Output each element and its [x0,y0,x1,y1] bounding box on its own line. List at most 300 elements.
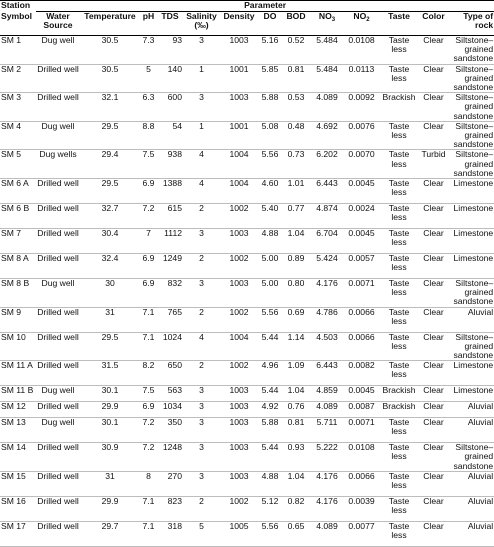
rock-type-cell: Siltstone–grained sandstone [448,93,494,122]
water-source-cell: Drilled well [36,332,80,361]
do-cell: 5.00 [258,279,282,308]
no3-cell: 5.424 [310,254,344,279]
rock-type-cell: Siltstone–grained sandstone [448,279,494,308]
tds-cell: 823 [157,496,183,521]
tds-cell: 1024 [157,332,183,361]
no2-cell: 0.0057 [344,254,379,279]
tds-cell: 350 [157,418,183,443]
do-cell: 4.92 [258,402,282,418]
density-cell: 1005 [220,521,258,546]
color-header: Color [419,12,448,36]
water-source-cell: Drilled well [36,443,80,472]
taste-cell: Taste less [379,150,419,179]
no2-cell: 0.0077 [344,521,379,546]
table-row [0,471,494,496]
tds-cell: 832 [157,279,183,308]
bod-cell: 0.69 [282,307,310,332]
water-source-cell: Drilled well [36,402,80,418]
table-row [0,402,494,418]
tds-cell: 650 [157,361,183,386]
taste-cell: Taste less [379,36,419,65]
station-symbol-cell: SM 10 [0,332,36,361]
taste-cell: Brackish [379,402,419,418]
rock-type-cell: Limestone [448,229,494,254]
station-symbol-cell: SM 16 [0,496,36,521]
water-source-cell: Dug well [36,121,80,150]
station-symbol-cell: SM 3 [0,93,36,122]
temperature-cell: 30.4 [80,229,140,254]
bod-header: BOD [282,12,310,36]
taste-cell: Taste less [379,279,419,308]
table-row [0,279,494,308]
temperature-cell: 30 [80,279,140,308]
no2-header-sub: 2 [366,17,370,23]
color-cell: Clear [419,36,448,65]
rock-type-cell: Siltstone–grained sandstone [448,332,494,361]
station-symbol-cell: SM 2 [0,64,36,93]
rock-type-cell: Aluvial [448,471,494,496]
station-symbol-cell: SM 8 A [0,254,36,279]
density-cell: 1004 [220,179,258,204]
bod-cell: 0.82 [282,496,310,521]
table-row [0,229,494,254]
station-symbol-cell: SM 12 [0,402,36,418]
tds-cell: 1112 [157,229,183,254]
station-symbol-cell: SM 1 [0,36,36,65]
do-header: DO [258,12,282,36]
tds-cell: 1034 [157,402,183,418]
ph-cell: 5 [140,64,157,93]
no3-cell: 5.484 [310,36,344,65]
no2-cell: 0.0082 [344,361,379,386]
bod-cell: 0.48 [282,121,310,150]
taste-header: Taste [379,12,419,36]
temperature-cell: 29.5 [80,121,140,150]
bod-cell: 1.01 [282,179,310,204]
do-cell: 4.88 [258,471,282,496]
no3-header-sub: 3 [331,17,336,23]
table-row [0,307,494,332]
taste-cell: Taste less [379,204,419,229]
salinity-cell: 3 [183,229,220,254]
table-row [0,332,494,361]
station-header: Station [0,1,36,12]
do-cell: 5.44 [258,386,282,402]
rock-type-cell: Aluvial [448,402,494,418]
station-symbol-cell: SM 14 [0,443,36,472]
station-symbol-cell: SM 13 [0,418,36,443]
rock-type-cell: Limestone [448,179,494,204]
salinity-cell: 1 [183,64,220,93]
rock-type-cell: Siltstone–grained sandstone [448,64,494,93]
taste-cell: Taste less [379,443,419,472]
water-source-cell: Dug wells [36,150,80,179]
salinity-cell: 4 [183,179,220,204]
bod-cell: 0.73 [282,150,310,179]
no2-cell: 0.0071 [344,279,379,308]
no3-cell: 5.711 [310,418,344,443]
temperature-cell: 30.9 [80,443,140,472]
water-source-cell: Drilled well [36,307,80,332]
do-cell: 5.88 [258,418,282,443]
tds-cell: 600 [157,93,183,122]
bod-cell: 0.65 [282,521,310,546]
tds-cell: 1388 [157,179,183,204]
bod-cell: 1.04 [282,386,310,402]
water-source-cell: Drilled well [36,521,80,546]
table-row [0,386,494,402]
density-cell: 1004 [220,332,258,361]
no2-header [344,12,379,36]
ph-cell: 7.3 [140,36,157,65]
taste-cell: Brackish [379,386,419,402]
density-cell: 1003 [220,229,258,254]
ph-cell: 6.9 [140,402,157,418]
station-symbol-cell: SM 6 A [0,179,36,204]
color-cell: Clear [419,93,448,122]
density-cell: 1003 [220,93,258,122]
density-cell: 1003 [220,471,258,496]
taste-cell: Taste less [379,64,419,93]
tds-cell: 270 [157,471,183,496]
no3-cell: 4.176 [310,471,344,496]
tds-cell: 563 [157,386,183,402]
ph-cell: 8.8 [140,121,157,150]
no2-cell: 0.0108 [344,36,379,65]
taste-cell: Taste less [379,521,419,546]
do-cell: 5.12 [258,496,282,521]
ph-cell: 7.2 [140,418,157,443]
salinity-cell: 1 [183,121,220,150]
salinity-cell: 4 [183,332,220,361]
ph-cell: 7.1 [140,332,157,361]
salinity-cell: 3 [183,36,220,65]
salinity-header: Salinity (‰) [183,12,220,36]
density-cell: 1002 [220,361,258,386]
taste-cell: Taste less [379,471,419,496]
no2-cell: 0.0045 [344,229,379,254]
temperature-cell: 31 [80,307,140,332]
water-source-cell: Dug well [36,386,80,402]
water-source-cell: Drilled well [36,93,80,122]
temperature-cell: 29.5 [80,179,140,204]
temperature-cell: 30.5 [80,64,140,93]
temperature-cell: 29.4 [80,150,140,179]
density-cell: 1004 [220,150,258,179]
temperature-cell: 30.1 [80,418,140,443]
color-cell: Clear [419,521,448,546]
tds-cell: 1249 [157,254,183,279]
table-row [0,36,494,65]
color-cell: Clear [419,496,448,521]
no2-cell: 0.0045 [344,179,379,204]
no2-cell: 0.0070 [344,150,379,179]
bod-cell: 1.09 [282,361,310,386]
no3-cell: 4.786 [310,307,344,332]
header-row-2 [0,12,494,36]
color-cell: Clear [419,386,448,402]
salinity-cell: 2 [183,307,220,332]
no3-cell: 4.089 [310,402,344,418]
table-row [0,64,494,93]
salinity-cell: 2 [183,254,220,279]
color-cell: Clear [419,332,448,361]
temperature-cell: 32.7 [80,204,140,229]
station-symbol-cell: SM 11 A [0,361,36,386]
no2-cell: 0.0087 [344,402,379,418]
water-source-cell: Drilled well [36,254,80,279]
no3-cell: 4.089 [310,93,344,122]
taste-cell: Taste less [379,418,419,443]
taste-cell: Taste less [379,254,419,279]
color-cell: Clear [419,121,448,150]
temperature-cell: 32.1 [80,93,140,122]
no3-cell: 4.176 [310,496,344,521]
color-cell: Clear [419,279,448,308]
table-row [0,93,494,122]
color-cell: Clear [419,402,448,418]
salinity-cell: 3 [183,471,220,496]
do-cell: 5.00 [258,254,282,279]
ph-cell: 8 [140,471,157,496]
no2-cell: 0.0108 [344,443,379,472]
rock-type-cell: Aluvial [448,496,494,521]
ph-header: pH [140,12,157,36]
rock-type-cell: Siltstone–grained sandstone [448,36,494,65]
tds-cell: 54 [157,121,183,150]
no2-cell: 0.0092 [344,93,379,122]
rock-type-cell: Siltstone–grained sandstone [448,121,494,150]
table-row [0,204,494,229]
station-symbol-cell: SM 4 [0,121,36,150]
temperature-header: Temperature [80,12,140,36]
no3-cell: 4.176 [310,279,344,308]
table-row [0,254,494,279]
no3-header-base: NO [318,11,332,21]
ph-cell: 7.5 [140,150,157,179]
do-cell: 4.96 [258,361,282,386]
water-source-cell: Drilled well [36,204,80,229]
temperature-cell: 32.4 [80,254,140,279]
table-row [0,361,494,386]
taste-cell: Taste less [379,361,419,386]
no2-cell: 0.0066 [344,471,379,496]
temperature-cell: 29.5 [80,332,140,361]
do-cell: 4.60 [258,179,282,204]
no3-cell: 5.222 [310,443,344,472]
temperature-cell: 30.5 [80,36,140,65]
temperature-cell: 30.1 [80,386,140,402]
water-source-cell: Drilled well [36,229,80,254]
do-cell: 5.56 [258,307,282,332]
no2-cell: 0.0039 [344,496,379,521]
station-symbol-cell: SM 9 [0,307,36,332]
ph-cell: 7 [140,229,157,254]
temperature-cell: 31.5 [80,361,140,386]
salinity-cell: 3 [183,93,220,122]
ph-cell: 6.9 [140,254,157,279]
do-cell: 5.44 [258,332,282,361]
bod-cell: 0.80 [282,279,310,308]
salinity-cell: 4 [183,150,220,179]
no2-cell: 0.0024 [344,204,379,229]
water-source-cell: Drilled well [36,64,80,93]
tds-cell: 615 [157,204,183,229]
salinity-cell: 3 [183,386,220,402]
bod-cell: 1.04 [282,229,310,254]
color-cell: Clear [419,204,448,229]
rock-type-cell: Limestone [448,254,494,279]
tds-cell: 318 [157,521,183,546]
taste-cell: Taste less [379,332,419,361]
salinity-cell: 2 [183,496,220,521]
water-source-cell: Drilled well [36,471,80,496]
salinity-cell: 3 [183,279,220,308]
do-cell: 4.88 [258,229,282,254]
salinity-cell: 3 [183,402,220,418]
salinity-cell: 5 [183,521,220,546]
parameter-header: Parameter [36,1,494,12]
table-row [0,521,494,546]
rock-type-cell: Limestone [448,386,494,402]
bod-cell: 0.81 [282,64,310,93]
bod-cell: 1.14 [282,332,310,361]
do-cell: 5.56 [258,521,282,546]
do-cell: 5.08 [258,121,282,150]
color-cell: Turbid [419,150,448,179]
station-symbol-cell: SM 17 [0,521,36,546]
salinity-cell: 3 [183,443,220,472]
rock-type-cell: Aluvial [448,521,494,546]
bod-cell: 0.53 [282,93,310,122]
density-cell: 1002 [220,307,258,332]
station-symbol-cell: SM 6 B [0,204,36,229]
tds-cell: 938 [157,150,183,179]
ph-cell: 6.9 [140,279,157,308]
ph-cell: 7.1 [140,521,157,546]
taste-cell: Taste less [379,496,419,521]
color-cell: Clear [419,361,448,386]
do-cell: 5.16 [258,36,282,65]
temperature-cell: 29.9 [80,402,140,418]
rock-type-cell: Limestone [448,204,494,229]
ph-cell: 7.1 [140,496,157,521]
bod-cell: 1.04 [282,471,310,496]
water-source-cell: Drilled well [36,496,80,521]
ph-cell: 7.2 [140,443,157,472]
table-row [0,496,494,521]
rock-type-cell: Aluvial [448,418,494,443]
rock-type-cell: Siltstone–grained sandstone [448,443,494,472]
temperature-cell: 31 [80,471,140,496]
water-source-cell: Drilled well [36,361,80,386]
density-header: Density [220,12,258,36]
no3-cell: 6.202 [310,150,344,179]
taste-cell: Taste less [379,229,419,254]
taste-cell: Taste less [379,179,419,204]
no2-cell: 0.0113 [344,64,379,93]
color-cell: Clear [419,418,448,443]
bod-cell: 0.77 [282,204,310,229]
no3-cell: 4.503 [310,332,344,361]
symbol-header: Symbol [0,12,36,36]
table-row [0,179,494,204]
color-cell: Clear [419,307,448,332]
bod-cell: 0.89 [282,254,310,279]
ph-cell: 7.2 [140,204,157,229]
rock-type-cell: Siltstone–grained sandstone [448,150,494,179]
do-cell: 5.40 [258,204,282,229]
ph-cell: 8.2 [140,361,157,386]
no3-cell: 6.443 [310,179,344,204]
rock-type-cell: Aluvial [448,307,494,332]
salinity-cell: 2 [183,204,220,229]
density-cell: 1003 [220,279,258,308]
tds-cell: 93 [157,36,183,65]
do-cell: 5.88 [258,93,282,122]
water-source-header: Water Source [36,12,80,36]
water-source-cell: Drilled well [36,179,80,204]
station-symbol-cell: SM 8 B [0,279,36,308]
station-symbol-cell: SM 15 [0,471,36,496]
salinity-cell: 3 [183,418,220,443]
no3-cell: 4.874 [310,204,344,229]
density-cell: 1002 [220,254,258,279]
no3-header [310,12,344,36]
bod-cell: 0.81 [282,418,310,443]
do-cell: 5.85 [258,64,282,93]
color-cell: Clear [419,179,448,204]
taste-cell: Brackish [379,93,419,122]
ph-cell: 7.1 [140,307,157,332]
table-row [0,121,494,150]
color-cell: Clear [419,229,448,254]
water-source-cell: Dug well [36,279,80,308]
color-cell: Clear [419,443,448,472]
no3-cell: 6.443 [310,361,344,386]
table-row [0,418,494,443]
no3-cell: 4.859 [310,386,344,402]
tds-header: TDS [157,12,183,36]
no3-cell: 5.484 [310,64,344,93]
no2-cell: 0.0076 [344,121,379,150]
ph-cell: 6.9 [140,179,157,204]
bod-cell: 0.93 [282,443,310,472]
no3-cell: 4.692 [310,121,344,150]
density-cell: 1003 [220,36,258,65]
density-cell: 1003 [220,418,258,443]
salinity-cell: 2 [183,361,220,386]
table-row [0,443,494,472]
water-source-cell: Dug well [36,36,80,65]
density-cell: 1003 [220,443,258,472]
bod-cell: 0.52 [282,36,310,65]
header-row-1 [0,1,494,12]
color-cell: Clear [419,64,448,93]
station-symbol-cell: SM 11 B [0,386,36,402]
table-body [0,36,494,547]
no2-header-base: NO [353,11,367,21]
water-source-cell: Dug well [36,418,80,443]
color-cell: Clear [419,471,448,496]
no2-cell: 0.0066 [344,332,379,361]
no2-cell: 0.0071 [344,418,379,443]
station-symbol-cell: SM 5 [0,150,36,179]
no3-cell: 6.704 [310,229,344,254]
rock-type-header: Type of rock [448,12,494,36]
density-cell: 1001 [220,64,258,93]
temperature-cell: 29.9 [80,496,140,521]
